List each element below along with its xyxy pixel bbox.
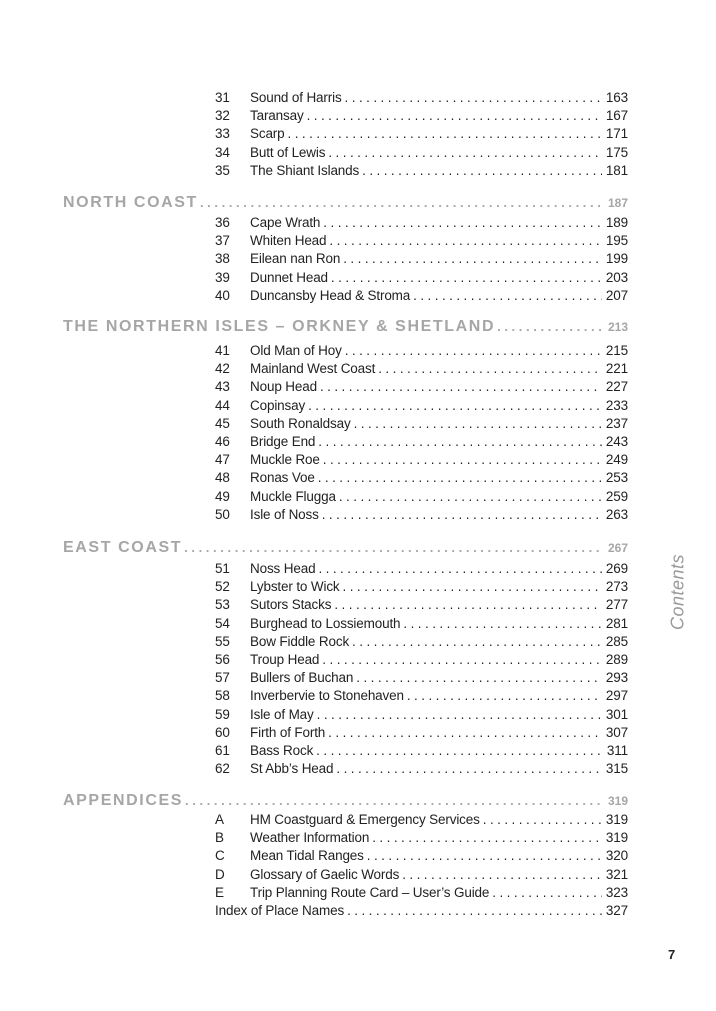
entry-number: 44 [215, 397, 230, 413]
entry-page: 175 [605, 144, 628, 160]
dot-leader [372, 830, 602, 845]
toc-entry[interactable] [215, 489, 628, 504]
index-title: Index of Place Names [215, 903, 345, 918]
toc-entry[interactable] [215, 507, 628, 522]
entry-number: 52 [215, 579, 230, 595]
entry-page: 293 [605, 670, 628, 686]
dot-leader [184, 540, 604, 555]
entry-number: 38 [215, 251, 230, 267]
entry-number: 55 [215, 633, 230, 649]
entry-page: 207 [605, 287, 628, 303]
entry-title: Copinsay [250, 397, 306, 413]
entry-page: 289 [605, 652, 628, 667]
index-page: 327 [605, 903, 628, 918]
dot-leader [322, 507, 602, 522]
dot-leader [328, 725, 602, 740]
dot-leader [483, 812, 602, 827]
dot-leader [345, 343, 602, 358]
toc-entry[interactable] [215, 688, 628, 703]
toc-entry[interactable] [215, 885, 628, 900]
entry-page: 189 [605, 215, 628, 230]
dot-leader [328, 145, 602, 160]
dot-leader [356, 670, 602, 685]
entry-number: 57 [215, 670, 230, 686]
entry-number: 42 [215, 361, 230, 377]
entry-page: 227 [605, 379, 628, 395]
section-page: 187 [607, 196, 628, 210]
entry-page: 221 [605, 361, 628, 377]
entry-title: Isle of Noss [250, 506, 319, 522]
entry-number: D [215, 866, 225, 882]
entry-title: Bullers of Buchan [250, 670, 354, 686]
toc-entry[interactable] [215, 470, 628, 485]
dot-leader [347, 903, 602, 918]
entry-page: 259 [605, 488, 628, 504]
entry-title: Dunnet Head [250, 269, 328, 285]
entry-number: 59 [215, 706, 230, 722]
dot-leader [497, 319, 604, 334]
dot-leader [413, 288, 602, 303]
toc-entry[interactable] [215, 379, 628, 394]
entry-title: Bow Fiddle Rock [250, 633, 350, 649]
entry-title: Isle of May [250, 706, 314, 722]
entry-title: The Shiant Islands [250, 162, 360, 178]
dot-leader [492, 885, 602, 900]
toc-entry[interactable] [215, 163, 628, 178]
entry-title: Butt of Lewis [250, 144, 326, 160]
entry-title: Bass Rock [250, 743, 314, 758]
entry-number: 62 [215, 761, 230, 777]
entry-page: 273 [605, 579, 628, 595]
entry-number: 37 [215, 233, 230, 249]
toc-entry[interactable] [215, 90, 628, 105]
entry-page: 199 [605, 251, 628, 267]
entry-number: C [215, 848, 225, 864]
entry-title: Muckle Flugga [250, 488, 336, 504]
dot-leader [402, 867, 602, 882]
entry-page: 263 [605, 506, 628, 522]
toc-entry[interactable] [215, 830, 628, 845]
section-title: EAST COAST [63, 539, 183, 556]
toc-entry[interactable] [215, 616, 628, 631]
entry-number: E [215, 884, 224, 900]
entry-number: 53 [215, 597, 230, 613]
entry-number: 49 [215, 488, 230, 504]
dot-leader [318, 470, 602, 485]
entry-page: 319 [605, 812, 628, 827]
toc-entry[interactable] [215, 725, 628, 740]
entry-page: 167 [605, 108, 628, 124]
section-heading[interactable] [63, 318, 628, 336]
dot-leader [367, 848, 602, 863]
toc-entry[interactable] [215, 597, 628, 612]
toc-entry[interactable] [215, 848, 628, 863]
entry-title: Firth of Forth [250, 724, 326, 740]
toc-entry[interactable] [215, 398, 628, 413]
entry-page: 203 [605, 269, 628, 285]
entry-title: South Ronaldsay [250, 415, 351, 431]
dot-leader [320, 379, 602, 394]
dot-leader [308, 398, 602, 413]
toc-entry[interactable] [215, 561, 628, 576]
side-label: Contents [667, 553, 688, 631]
entry-title: Sutors Stacks [250, 597, 332, 613]
entry-title: Glossary of Gaelic Words [250, 866, 400, 882]
dot-leader [185, 793, 604, 808]
entry-number: 41 [215, 343, 230, 358]
entry-number: 50 [215, 506, 230, 522]
toc-entry[interactable] [215, 670, 628, 685]
section-heading[interactable] [63, 792, 628, 810]
entry-number: 45 [215, 415, 230, 431]
entry-title: Taransay [250, 108, 304, 124]
entry-page: 323 [605, 884, 628, 900]
entry-page: 319 [605, 830, 628, 846]
section-page: 267 [607, 541, 628, 555]
dot-leader [331, 270, 602, 285]
entry-number: 43 [215, 379, 230, 395]
toc-entry[interactable] [215, 288, 628, 303]
toc-entry[interactable] [215, 761, 628, 776]
entry-number: 58 [215, 688, 230, 704]
entry-number: 46 [215, 434, 230, 449]
entry-number: A [215, 812, 224, 827]
entry-title: Weather Information [250, 830, 370, 846]
entry-title: Cape Wrath [250, 215, 321, 230]
entry-page: 269 [605, 561, 628, 576]
dot-leader [362, 163, 602, 178]
entry-title: Duncansby Head & Stroma [250, 287, 411, 303]
toc-entry[interactable] [215, 343, 628, 358]
entry-title: Whiten Head [250, 233, 327, 249]
section-title: APPENDICES [63, 792, 184, 809]
dot-leader [345, 90, 602, 105]
section-heading[interactable] [63, 539, 628, 557]
entry-number: 48 [215, 470, 230, 486]
toc-entry[interactable] [215, 145, 628, 160]
toc-entry[interactable] [215, 434, 628, 449]
entry-number: 39 [215, 269, 230, 285]
entry-page: 171 [605, 126, 628, 142]
index-entry[interactable] [215, 903, 628, 918]
section-page: 319 [607, 794, 628, 808]
toc-entry[interactable] [215, 579, 628, 594]
entry-number: 56 [215, 652, 230, 667]
toc-entry[interactable] [215, 233, 628, 248]
dot-leader [336, 761, 602, 776]
entry-number: 36 [215, 215, 230, 230]
entry-number: B [215, 830, 224, 846]
entry-title: Troup Head [250, 652, 320, 667]
dot-leader [317, 707, 602, 722]
toc-entry[interactable] [215, 361, 628, 376]
entry-page: 297 [605, 688, 628, 704]
entry-title: Lybster to Wick [250, 579, 340, 595]
toc-entry[interactable] [215, 812, 628, 827]
entry-number: 60 [215, 724, 230, 740]
entry-number: 61 [215, 743, 230, 758]
entry-page: 163 [605, 90, 628, 105]
entry-page: 195 [605, 233, 628, 249]
dot-leader [288, 126, 602, 141]
section-page: 213 [607, 320, 628, 334]
entry-number: 32 [215, 108, 230, 124]
dot-leader [316, 743, 603, 758]
entry-title: Mean Tidal Ranges [250, 848, 364, 864]
toc-entry[interactable] [215, 634, 628, 649]
dot-leader [403, 616, 602, 631]
entry-page: 281 [605, 615, 628, 631]
toc-entry[interactable] [215, 867, 628, 882]
entry-page: 285 [605, 633, 628, 649]
entry-page: 277 [605, 597, 628, 613]
toc-entry[interactable] [215, 452, 628, 467]
entry-title: Burghead to Lossiemouth [250, 615, 401, 631]
entry-title: HM Coastguard & Emergency Services [250, 812, 480, 827]
entry-page: 233 [605, 397, 628, 413]
entry-page: 253 [605, 470, 628, 486]
dot-leader [407, 688, 602, 703]
entry-page: 311 [606, 743, 628, 758]
entry-title: Muckle Roe [250, 452, 320, 468]
dot-leader [334, 597, 602, 612]
dot-leader [343, 579, 602, 594]
entry-page: 320 [605, 848, 628, 864]
section-title: NORTH COAST [63, 194, 198, 211]
entry-number: 35 [215, 162, 230, 178]
dot-leader [378, 361, 602, 376]
page-number: 7 [668, 947, 676, 962]
entry-title: Bridge End [250, 434, 316, 449]
entry-number: 54 [215, 615, 230, 631]
entry-page: 315 [605, 761, 628, 777]
entry-title: Noup Head [250, 379, 317, 395]
toc-entry[interactable] [215, 652, 628, 667]
entry-page: 181 [605, 162, 628, 178]
toc-entry[interactable] [215, 743, 628, 758]
entry-number: 33 [215, 126, 230, 142]
entry-title: Inverbervie to Stonehaven [250, 688, 404, 704]
entry-title: Old Man of Hoy [250, 343, 342, 358]
entry-title: Eilean nan Ron [250, 251, 341, 267]
toc-entry[interactable] [215, 251, 628, 266]
toc-entry[interactable] [215, 108, 628, 123]
toc-entry[interactable] [215, 416, 628, 431]
entry-title: Sound of Harris [250, 90, 342, 105]
entry-page: 321 [605, 866, 628, 882]
entry-title: Scarp [250, 126, 285, 142]
toc-entry[interactable] [215, 270, 628, 285]
entry-page: 249 [605, 452, 628, 468]
entry-title: Mainland West Coast [250, 361, 376, 377]
entry-page: 243 [605, 434, 628, 449]
entry-number: 51 [215, 561, 230, 576]
dot-leader [322, 652, 602, 667]
dot-leader [354, 416, 602, 431]
dot-leader [352, 634, 602, 649]
dot-leader [323, 215, 602, 230]
entry-page: 307 [605, 724, 628, 740]
entry-number: 31 [215, 90, 230, 105]
entry-number: 34 [215, 144, 230, 160]
entry-page: 237 [605, 415, 628, 431]
entry-number: 40 [215, 287, 230, 303]
toc-entry[interactable] [215, 126, 628, 141]
section-heading[interactable] [63, 194, 628, 212]
entry-title: Trip Planning Route Card – User’s Guide [250, 884, 490, 900]
entry-page: 215 [605, 343, 628, 358]
dot-leader [343, 251, 602, 266]
entry-title: St Abb’s Head [250, 761, 334, 777]
dot-leader [323, 452, 602, 467]
dot-leader [329, 233, 602, 248]
dot-leader [339, 489, 602, 504]
dot-leader [318, 434, 602, 449]
toc-entry[interactable] [215, 215, 628, 230]
section-title: THE NORTHERN ISLES – ORKNEY & SHETLAND [63, 318, 496, 335]
entry-number: 47 [215, 452, 230, 468]
dot-leader [318, 561, 601, 576]
dot-leader [200, 195, 604, 210]
dot-leader [307, 108, 602, 123]
entry-title: Ronas Voe [250, 470, 315, 486]
entry-page: 301 [605, 706, 628, 722]
entry-title: Noss Head [250, 561, 316, 576]
toc-entry[interactable] [215, 707, 628, 722]
